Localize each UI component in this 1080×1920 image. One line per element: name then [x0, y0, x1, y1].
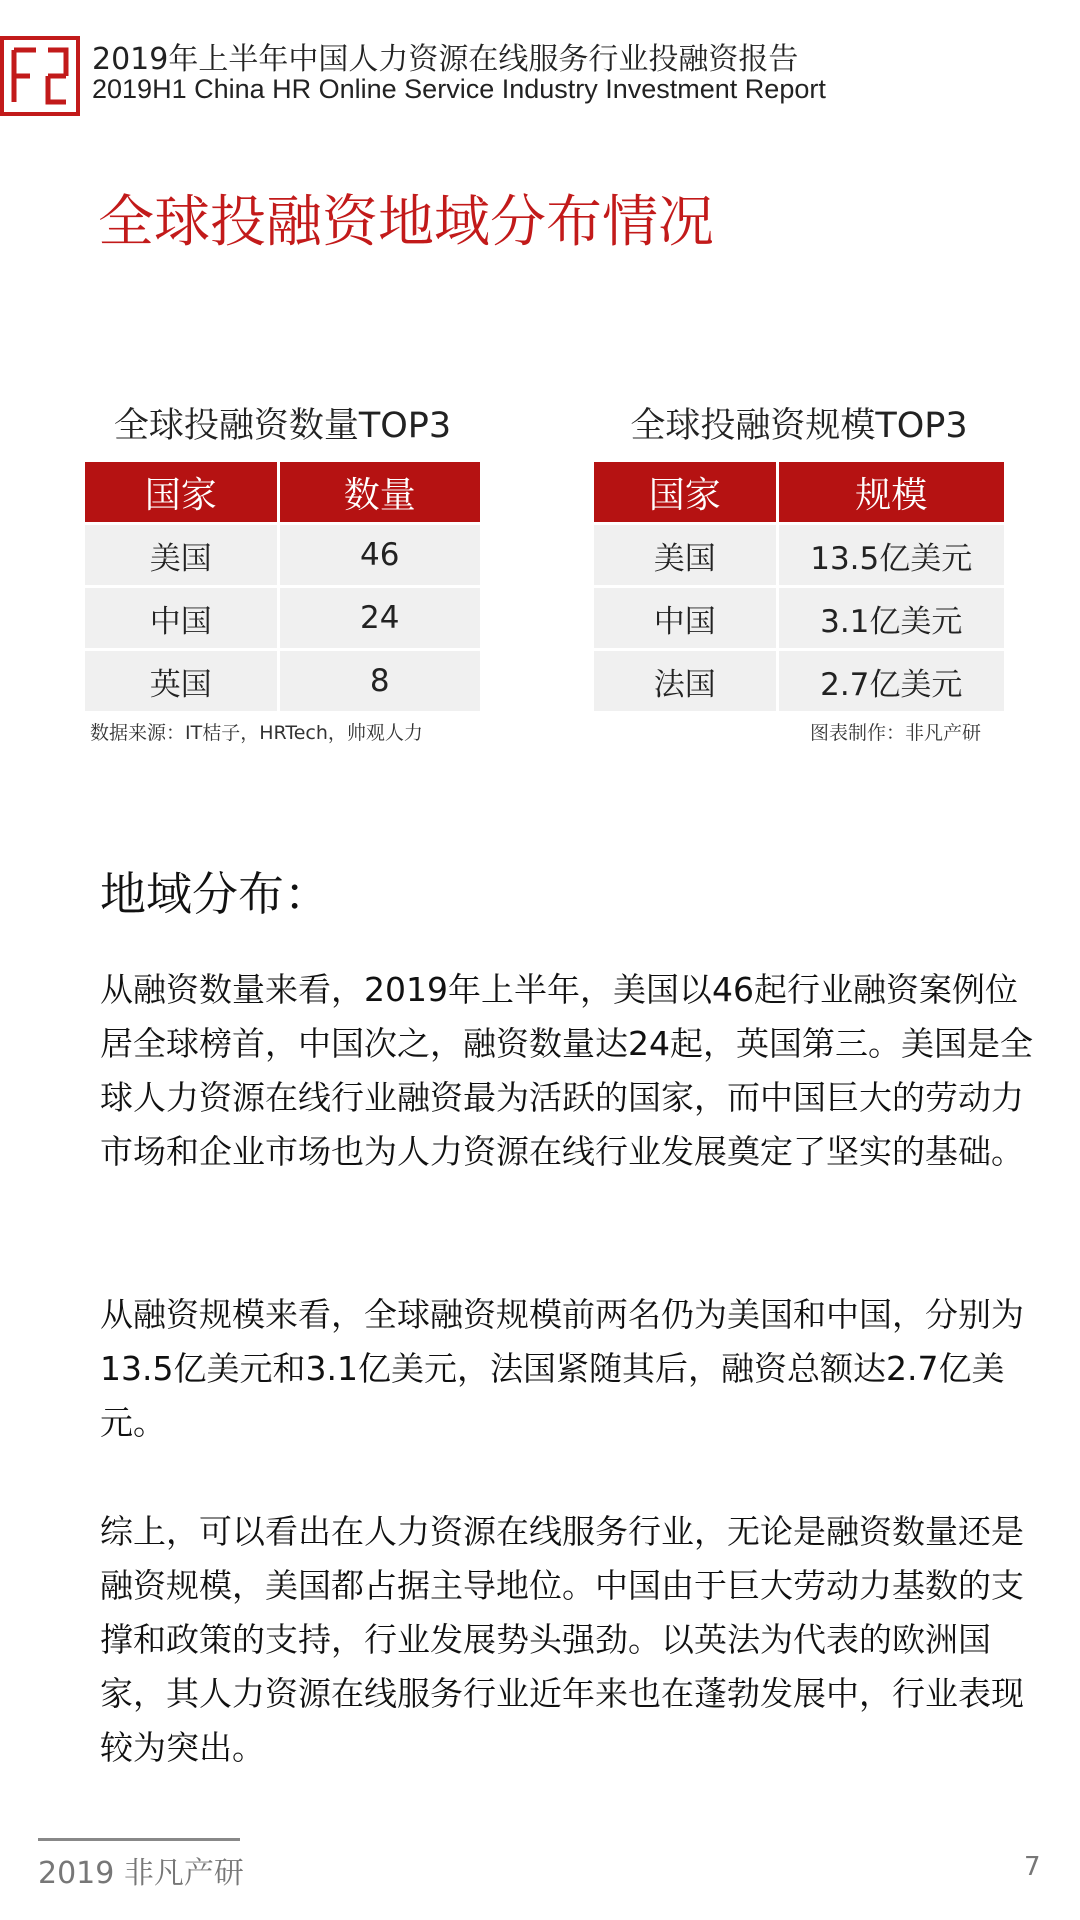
table-row [85, 524, 480, 587]
column-header: 国家 [85, 462, 278, 524]
value-cell: 24 [278, 587, 480, 650]
country-cell: 美国 [85, 524, 278, 587]
table-row [85, 587, 480, 650]
report-title-cn: 2019年上半年中国人力资源在线服务行业投融资报告 [92, 42, 799, 77]
footer-divider [38, 1838, 240, 1841]
value-cell: 3.1亿美元 [777, 587, 1004, 650]
count-table [85, 462, 480, 711]
page-number: 7 [1024, 1852, 1041, 1882]
fanfan-logo-icon [0, 36, 80, 116]
table-row [594, 587, 1004, 650]
paragraph: 从融资数量来看，2019年上半年，美国以46起行业融资案例位居全球榜首，中国次之，融资数量达24起，英国第三。美国是全球人力资源在线行业融资最为活跃的国家，而中国巨大的劳动力市场和企业市场也为人力资源在线行业发展奠定了坚实的基础。 [100, 970, 1033, 1171]
paragraph: 从融资规模来看，全球融资规模前两名仍为美国和中国，分别为13.5亿美元和3.1亿美元，法国紧随其后，融资总额达2.7亿美元。 [100, 1295, 1024, 1442]
value-cell: 8 [278, 650, 480, 712]
country-cell: 中国 [594, 587, 777, 650]
paragraph: 综上，可以看出在人力资源在线服务行业，无论是融资数量还是融资规模，美国都占据主导地位。中国由于巨大劳动力基数的支撑和政策的支持，行业发展势头强劲。以英法为代表的欧洲国家，其人力资源在线服务行业近年来也在蓬勃发展中，行业表现较为突出。 [100, 1512, 1024, 1767]
value-cell: 13.5亿美元 [777, 524, 1004, 587]
scale-table-caption: 全球投融资规模TOP3 [630, 406, 968, 446]
table-row [594, 524, 1004, 587]
country-cell: 美国 [594, 524, 777, 587]
count-table-caption: 全球投融资数量TOP3 [113, 406, 452, 446]
chart-credit-note: 图表制作：非凡产研 [810, 722, 982, 744]
section-heading: 地域分布： [100, 867, 330, 921]
table-row [594, 650, 1004, 712]
value-cell: 46 [278, 524, 480, 587]
table-row [85, 650, 480, 712]
country-cell: 中国 [85, 587, 278, 650]
data-source-note: 数据来源：IT桔子，HRTech，帅观人力 [90, 722, 423, 744]
country-cell: 法国 [594, 650, 777, 712]
footer-brand: 2019 非凡产研 [38, 1856, 244, 1891]
page-title: 全球投融资地域分布情况 [98, 190, 714, 255]
column-header: 数量 [278, 462, 480, 524]
country-cell: 英国 [85, 650, 278, 712]
scale-table [594, 462, 1004, 711]
column-header: 规模 [777, 462, 1004, 524]
column-header: 国家 [594, 462, 777, 524]
report-title-en: 2019H1 China HR Online Service Industry Investment Report [92, 74, 826, 104]
value-cell: 2.7亿美元 [777, 650, 1004, 712]
